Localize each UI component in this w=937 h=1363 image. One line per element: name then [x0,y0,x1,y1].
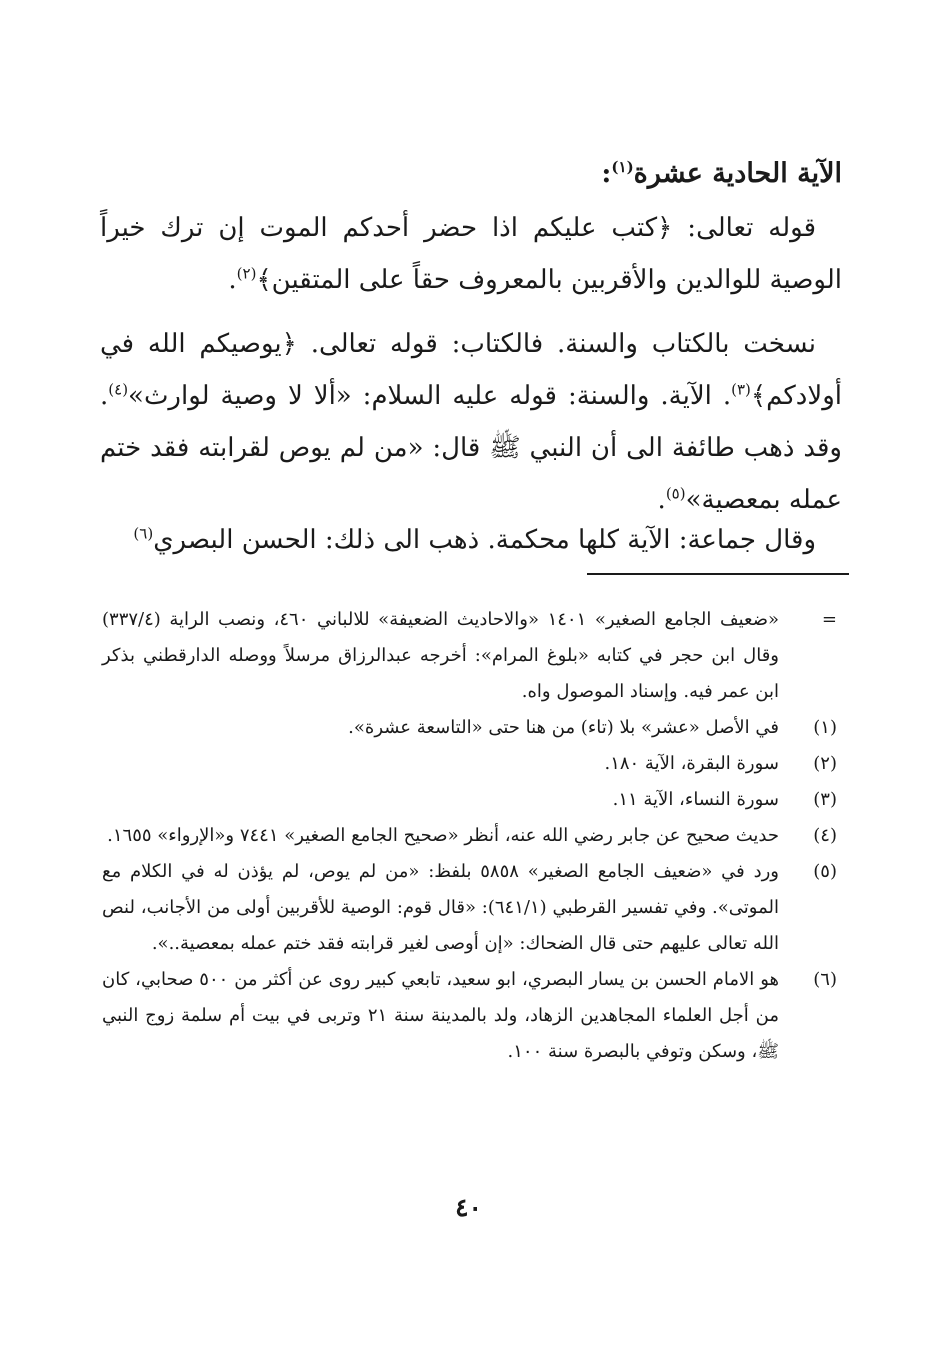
paragraph-text: نسخت بالكتاب والسنة. فالكتاب: قوله تعالى. ﴿يوصيكم الله في أولادكم﴾ [100,329,842,411]
footnote-number: (٥) [813,861,837,882]
footnote-item [102,602,837,710]
footnote-item [102,854,837,962]
footnote-ref: (٦) [133,524,154,543]
footnote-number: = [821,609,837,630]
footnote-item [102,782,837,818]
paragraph-text: قوله تعالى: ﴿كتب عليكم اذا حضر أحدكم الموت إن ترك خيراً الوصية للوالدين والأقربين بالمعروف حقاً على المتقين﴾ [100,213,842,295]
footnote-number: (٦) [813,969,837,990]
page-number: ٤٠ [455,1193,482,1222]
footnote-number: (٢) [813,753,837,774]
footnote-ref: (١) [611,158,634,176]
footnote-number: (١) [813,717,837,738]
footnotes-list [102,602,837,1070]
paragraph-text: وقال جماعة: الآية كلها محكمة. ذهب الى ذلك: الحسن البصري [153,525,816,555]
footnote-ref: (٤) [108,380,129,399]
footnote-ref: (٣) [731,380,751,399]
opinion-paragraph [100,514,842,566]
footnote-number: (٣) [813,789,837,810]
footnote-number: (٤) [813,825,837,846]
footnote-text: حديث صحيح عن جابر رضي الله عنه، أنظر «صحيح الجامع الصغير» ٧٤٤١ و«الإرواء» ١٦٥٥. [107,825,779,846]
paragraph-punctuation: . [657,485,666,515]
footnote-text: سورة البقرة، الآية ١٨٠. [604,753,779,774]
footnote-ref: (٢) [236,264,257,283]
footnote-text: هو الامام الحسن بن يسار البصري، ابو سعيد، تابعي كبير روى عن أكثر من ٥٠٠ صحابي، كان من أجل العلماء المجاهدين الزهاد، ولد بالمدينة سنة ٢١ وتربى في بيت أم سلمة زوج النبي ﷺ، وسكن وتوفي بالبصرة سنة ١٠٠. [102,969,779,1062]
paragraph-punctuation: . [228,265,237,295]
section-heading [100,152,842,196]
footnote-item [102,710,837,746]
footnote-item [102,962,837,1070]
abrogation-paragraph [100,318,842,526]
footnote-text: في الأصل «عشر» بلا (تاء) من هنا حتى «التاسعة عشرة». [348,717,779,738]
footnote-text: ورد في «ضعيف الجامع الصغير» ٥٨٥٨ بلفظ: «من لم يوص، لم يؤذن له في الكلام مع الموتى». وفي تفسير القرطبي (٦٤١/١): «قال قوم: الوصية للأقربين أولى من الأجانب، لنص الله تعالى عليهم حتى قال الضحاك: «إن أوصى لغير قرابته فقد ختم عمله بمعصية..». [102,861,779,954]
heading-colon: : [601,158,612,189]
footnote-item [102,818,837,854]
footnote-text: «ضعيف الجامع الصغير» ١٤٠١ «والاحاديث الضعيفة» للالباني ٤٦٠، ونصب الراية (٣٣٧/٤) وقال ابن حجر في كتابه «بلوغ المرام»: أخرجه عبدالرزاق مرسلاً ووصله الدارقطني بذكر ابن عمر فيه. وإسناد الموصول واه. [102,609,779,702]
footnote-item [102,746,837,782]
heading-text: الآية الحادية عشرة [633,158,842,189]
footnote-ref: (٥) [665,484,686,503]
footnote-separator [587,573,849,575]
paragraph-text: . وقد ذهب طائفة الى أن النبي ﷺ قال: «من لم يوص لقرابته فقد ختم عمله بمعصية» [100,381,842,515]
paragraph-text: . الآية. والسنة: قوله عليه السلام: «ألا لا وصية لوارث» [128,381,732,411]
footnote-text: سورة النساء، الآية ١١. [612,789,779,810]
verse-paragraph [100,202,842,306]
